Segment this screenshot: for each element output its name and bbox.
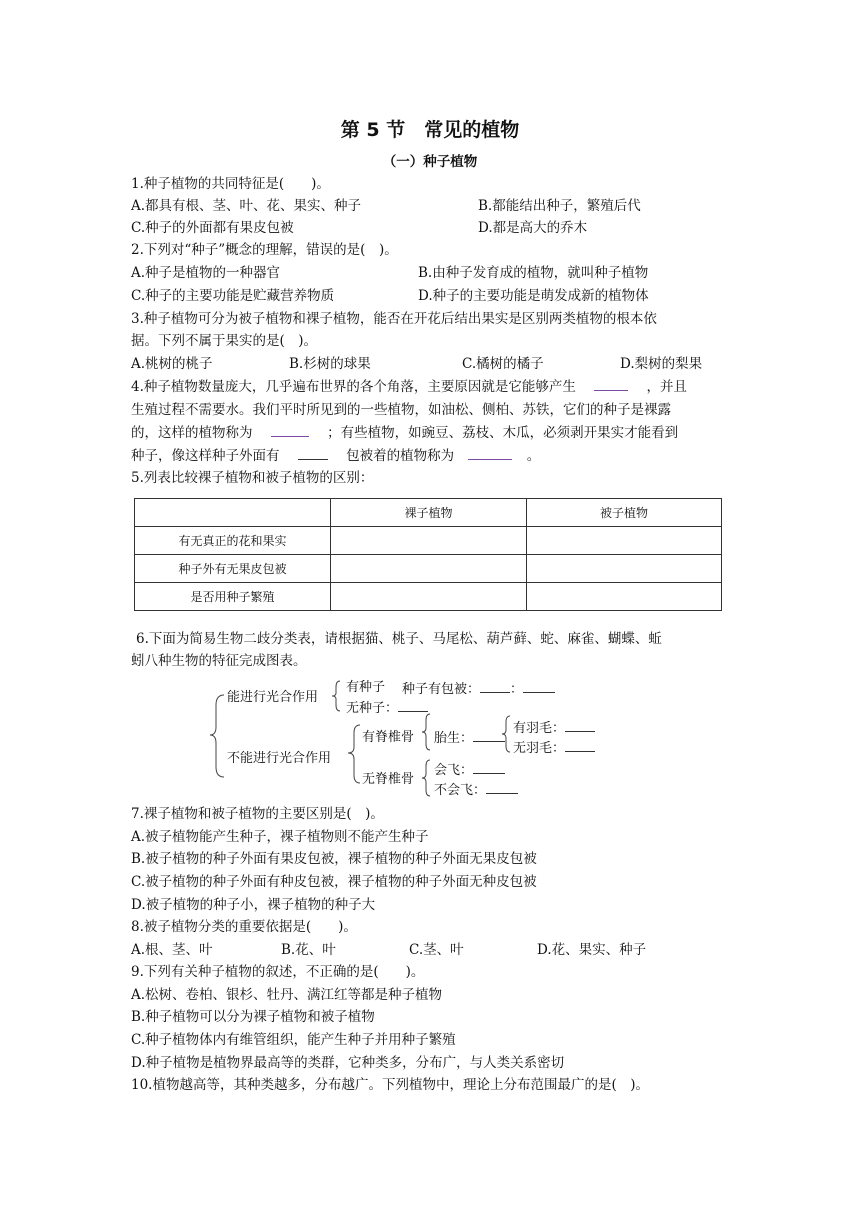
- q1-option-a: A.都具有根、茎、叶、花、果实、种子: [131, 198, 362, 214]
- answer-blank[interactable]: [565, 737, 595, 752]
- q2-option-c: C.种子的主要功能是贮藏营养物质: [131, 288, 335, 304]
- q1-option-c: C.种子的外面都有果皮包被: [131, 220, 294, 236]
- q8-option-c: C.茎、叶: [409, 942, 464, 958]
- brace-invert: [422, 760, 430, 796]
- q6-stem-line2: 蚓八种生物的特征完成图表。: [131, 653, 307, 669]
- table-answer-cell[interactable]: [527, 527, 722, 555]
- q9-option-d: D.种子植物是植物界最高等的类群，它种类多，分布广，与人类关系密切: [131, 1055, 565, 1071]
- q5-stem: 5.列表比较裸子植物和被子植物的区别：: [131, 470, 374, 486]
- answer-blank[interactable]: [523, 678, 555, 693]
- q7-option-a: A.被子植物能产生种子，裸子植物则不能产生种子: [131, 829, 429, 845]
- q4-blank-3[interactable]: [298, 445, 328, 460]
- node-viviparous-label: 胎生：: [434, 731, 474, 746]
- answer-blank[interactable]: [565, 717, 595, 732]
- q3-option-b: B.杉树的球果: [289, 356, 371, 372]
- q4-blank-1[interactable]: [594, 376, 628, 391]
- node-no-fly-label: 不会飞：: [434, 783, 487, 798]
- node-seed-covered: [402, 678, 555, 697]
- q4-text-4b: 包被着的植物称为: [346, 448, 455, 464]
- node-seed-covered-label: 种子有包被：: [402, 682, 481, 697]
- q4-line4: [131, 445, 540, 467]
- q7-stem: 7.裸子植物和被子植物的主要区别是( )。: [131, 806, 384, 822]
- node-has-seed: 有种子: [346, 680, 386, 695]
- q1-option-b: B.都能结出种子，繁殖后代: [478, 198, 641, 214]
- answer-blank[interactable]: [473, 727, 505, 742]
- q3-stem-line2: 据。下列不属于果实的是( )。: [131, 333, 318, 349]
- table-header-cell: 裸子植物: [331, 499, 527, 527]
- q4-text-4a: 种子，像这样种子外面有: [131, 448, 280, 464]
- q9-option-c: C.种子植物体内有维管组织，能产生种子并用种子繁殖: [131, 1032, 456, 1048]
- answer-blank[interactable]: [486, 779, 518, 794]
- table-row-label: 是否用种子繁殖: [135, 583, 331, 611]
- node-feather: [513, 717, 595, 736]
- node-vertebrate: 有脊椎骨: [362, 730, 415, 745]
- q7-option-b: B.被子植物的种子外面有果皮包被，裸子植物的种子外面无果皮包被: [131, 851, 537, 867]
- q4-text-4c: 。: [526, 448, 541, 464]
- q8-option-b: B.花、叶: [281, 942, 336, 958]
- node-no-photosynthesis: 不能进行光合作用: [227, 751, 332, 766]
- q4-text-1b: ，并且: [646, 379, 687, 395]
- table-answer-cell[interactable]: [331, 555, 527, 583]
- brace-root: [210, 695, 224, 777]
- q4-text-3a: 的，这样的植物称为: [131, 425, 253, 441]
- answer-blank[interactable]: [480, 678, 510, 693]
- q4-line2: 生殖过程不需要水。我们平时所见到的一些植物，如油松、侧柏、苏铁，它们的种子是裸露: [131, 402, 671, 418]
- q9-option-b: B.种子植物可以分为裸子植物和被子植物: [131, 1009, 375, 1025]
- q8-option-d: D.花、果实、种子: [537, 942, 647, 958]
- table-header-cell: 被子植物: [527, 499, 722, 527]
- table-answer-cell[interactable]: [527, 583, 722, 611]
- table-answer-cell[interactable]: [331, 527, 527, 555]
- node-fly-label: 会飞：: [434, 763, 474, 778]
- q4-text-1a: 4.种子植物数量庞大，几乎遍布世界的各个角落，主要原因就是它能够产生: [131, 379, 576, 395]
- table-answer-cell[interactable]: [331, 583, 527, 611]
- node-photosynthesis: 能进行光合作用: [227, 690, 319, 705]
- q7-option-c: C.被子植物的种子外面有种皮包被，裸子植物的种子外面无种皮包被: [131, 874, 537, 890]
- node-no-feather: [513, 737, 595, 756]
- q1-option-d: D.都是高大的乔木: [478, 220, 588, 236]
- q3-option-a: A.桃树的桃子: [131, 356, 213, 372]
- q8-stem: 8.被子植物分类的重要依据是( )。: [131, 919, 357, 935]
- table-row: [135, 527, 722, 555]
- node-no-seed-label: 无种子：: [346, 701, 399, 716]
- q4-text-3b: ；有些植物，如豌豆、荔枝、木瓜，必须剥开果实才能看到: [327, 425, 679, 441]
- page-title: 第 5 节 常见的植物: [340, 119, 520, 141]
- q6-stem-line1: 6.下面为简易生物二歧分类表，请根据猫、桃子、马尾松、葫芦藓、蛇、麻雀、蝴蝶、蚯: [136, 631, 662, 647]
- table-header-row: [135, 499, 722, 527]
- brace-vert: [422, 714, 430, 750]
- q3-stem-line1: 3.种子植物可分为被子植物和裸子植物，能否在开花后结出果实是区别两类植物的根本依: [131, 311, 657, 327]
- table-row-label: 种子外有无果皮包被: [135, 555, 331, 583]
- q4-line1: [131, 376, 687, 398]
- node-no-fly: [434, 779, 518, 798]
- brace-nophoto: [348, 725, 360, 783]
- q8-option-a: A.根、茎、叶: [131, 942, 213, 958]
- table-header-cell: [135, 499, 331, 527]
- node-feather-label: 有羽毛：: [513, 721, 566, 736]
- answer-blank[interactable]: [398, 697, 428, 712]
- node-viviparous: [434, 727, 505, 746]
- q4-blank-4[interactable]: [468, 445, 512, 460]
- q4-line3: [131, 422, 678, 444]
- table-row: [135, 555, 722, 583]
- section-subtitle: （一）种子植物: [382, 154, 478, 170]
- answer-blank[interactable]: [473, 759, 505, 774]
- q2-option-a: A.种子是植物的一种器官: [131, 265, 281, 281]
- q3-option-c: C.橘树的橘子: [462, 356, 544, 372]
- q10-stem: 10.植物越高等，其种类越多，分布越广。下列植物中，理论上分布范围最广的是( )。: [131, 1077, 650, 1093]
- node-no-seed: [346, 697, 428, 716]
- q2-option-d: D.种子的主要功能是萌发成新的植物体: [418, 288, 649, 304]
- table-answer-cell[interactable]: [527, 555, 722, 583]
- q7-option-d: D.被子植物的种子小，裸子植物的种子大: [131, 897, 376, 913]
- q4-blank-2[interactable]: [271, 422, 309, 437]
- q9-stem: 9.下列有关种子植物的叙述，不正确的是( )。: [131, 964, 425, 980]
- q2-option-b: B.由种子发育成的植物，就叫种子植物: [418, 265, 649, 281]
- q3-option-d: D.梨树的梨果: [620, 356, 703, 372]
- node-seed-colon: ：: [510, 682, 524, 697]
- table-row-label: 有无真正的花和果实: [135, 527, 331, 555]
- node-no-feather-label: 无羽毛：: [513, 741, 566, 756]
- q1-stem: 1.种子植物的共同特征是( )。: [131, 176, 330, 192]
- q9-option-a: A.松树、卷柏、银杉、牡丹、满江红等都是种子植物: [131, 987, 443, 1003]
- q2-stem: 2.下列对“种子”概念的理解，错误的是( )。: [131, 242, 398, 258]
- brace-photo: [332, 681, 340, 711]
- node-invertebrate: 无脊椎骨: [362, 772, 415, 787]
- comparison-table: [134, 498, 722, 611]
- table-row: [135, 583, 722, 611]
- node-fly: [434, 759, 505, 778]
